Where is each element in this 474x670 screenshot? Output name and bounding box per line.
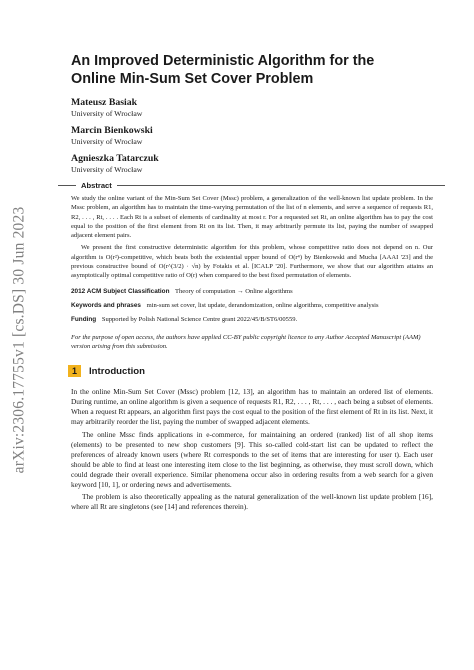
paper-metadata xyxy=(71,287,433,325)
abstract-paragraph: We present the first constructive deterministic algorithm for this problem, whose competitive ratio does not depend on n. Our algorithm is O(r²)-competitive, which beats both the existential upper bound of O(r⁴) by Bienkowski and Mucha [AAAI '23] and the previous constructive bound of O(r^(3/2) · √n) by Fotakis et al. [ICALP '20]. Furthermore, we show that our algorithm attains an asymptotically optimal competitive ratio of O(r) when compared to the best fixed permutation of elements. xyxy=(71,244,433,280)
keywords-value: min-sum set cover, list update, derandomization, online algorithms, competitive analysis xyxy=(146,301,379,309)
open-access-statement: For the purpose of open access, the authors have applied CC-BY public copyright licence to any Author Accepted Manuscript (AAM) version arising from this submission. xyxy=(71,333,421,350)
paper-page xyxy=(71,52,431,514)
abstract-label: Abstract xyxy=(81,181,112,190)
author-block xyxy=(71,97,431,119)
funding xyxy=(71,315,433,324)
arxiv-identifier-stamp xyxy=(4,190,34,490)
author-affiliation: University of Wrocław xyxy=(71,109,143,118)
author-name: Agnieszka Tatarczuk xyxy=(71,153,159,164)
acm-classification xyxy=(71,287,433,296)
section-title: Introduction xyxy=(89,365,145,377)
introduction-paragraph: The online Mssc finds applications in e-commerce, for maintaining an ordered (ranked) list of all shop items (elements) to be presented to new shop customers [9]. This so-called cold-start list can be updated to reflect the preferences of already known users (where Rt corresponds to the set of items that are interesting for user t). Each user should be able to find at least one interesting item close to the list beginning, as otherwise, they must scroll down, which could degrade their overall experience. Similar phenomena occur also in ordering results from a web search for a given keyword [10, 1], or ordering news and advertisements. xyxy=(71,429,433,489)
acm-classification-label: 2012 ACM Subject Classification xyxy=(71,287,170,295)
abstract-rule-left xyxy=(58,185,76,186)
abstract-body xyxy=(71,194,433,281)
funding-value: Supported by Polish National Science Centre grant 2022/45/B/ST6/00559. xyxy=(101,316,298,324)
section-heading xyxy=(68,365,431,377)
introduction-paragraph: The problem is also theoretically appealing as the natural generalization of the well-known list update problem [16], where all Rt are singletons (see [14] and references therein). xyxy=(71,492,433,512)
paper-title: An Improved Deterministic Algorithm for the Online Min-Sum Set Cover Problem xyxy=(71,53,375,87)
author-block xyxy=(71,125,431,147)
abstract-rule-right xyxy=(117,185,445,186)
arxiv-identifier-text: arXiv:2306.17755v1 [cs.DS] 30 Jun 2023 xyxy=(10,206,27,474)
acm-classification-value: Theory of computation → Online algorithms xyxy=(175,287,293,295)
keywords xyxy=(71,301,433,310)
author-block xyxy=(71,153,431,175)
section-number-badge: 1 xyxy=(68,365,81,377)
author-name: Mateusz Basiak xyxy=(71,97,138,108)
introduction-body xyxy=(71,387,433,512)
abstract-heading xyxy=(58,181,445,190)
keywords-label: Keywords and phrases xyxy=(71,301,141,309)
author-list xyxy=(71,97,431,175)
introduction-paragraph: In the online Min-Sum Set Cover (Mssc) problem [12, 13], an algorithm has to maintain an ordered list of elements. During runtime, an online algorithm is given a sequence of requests R1, R2, . . . , Rt, . . . , each being a subset of elements. When a request Rt appears, an algorithm first pays the cost equal to the position of the first element of Rt in its list. Next, it may arbitrarily reorder the list, paying the number of swapped adjacent elements. xyxy=(71,387,433,427)
author-affiliation: University of Wrocław xyxy=(71,137,143,146)
author-affiliation: University of Wrocław xyxy=(71,165,143,174)
funding-label: Funding xyxy=(71,316,97,324)
author-name: Marcin Bienkowski xyxy=(71,125,153,136)
abstract-paragraph: We study the online variant of the Min-Sum Set Cover (Mssc) problem, a generalization of the well-known list update problem. In the Mssc problem, an algorithm has to maintain the time-varying permutation of the list of n elements, and serve a sequence of requests R1, R2, . . . , Rt, . . . . Each Rt is a subset of elements of cardinality at most r. For a requested set Rt, an online algorithm has to pay the cost equal to the position of the first element from Rt on its list. Then, it may arbitrarily permute its list, paying the number of swapped adjacent element pairs. xyxy=(71,195,433,240)
